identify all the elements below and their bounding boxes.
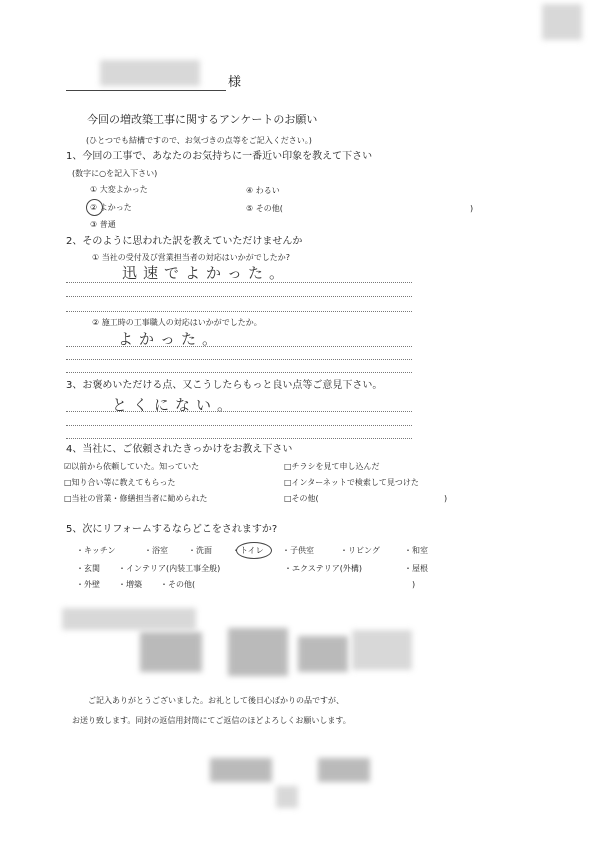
closing-line-2: お送り致します。同封の返信用封筒にてご返信のほどよろしくお願いします。 [72, 716, 351, 725]
q2-line [66, 372, 412, 373]
q1-option-2-circle [86, 199, 103, 216]
redacted-name [100, 60, 200, 86]
redacted-footer [210, 758, 272, 782]
q1-option-5-close: ) [470, 204, 474, 213]
q2-sub2: ② 施工時の工事職人の対応はいかがでしたか。 [92, 318, 262, 327]
q1-note: (数字に○を記入下さい) [72, 169, 158, 178]
q5-option: ・洗面 [188, 546, 212, 555]
q1-option-3: ③ 普通 [90, 220, 116, 229]
q3-line [66, 425, 412, 426]
redacted-top-right [542, 4, 582, 40]
q2-line [66, 311, 412, 312]
survey-title: 今回の増改築工事に関するアンケートのお願い [87, 113, 318, 126]
q4-option: □当社の営業・修繕担当者に勧められた [64, 494, 208, 503]
q2-line [66, 346, 412, 347]
q5-option: ・玄関 [76, 564, 100, 573]
honorific: 様 [228, 75, 242, 90]
q1-option-5: ⑤ その他( [246, 204, 283, 213]
q1-question: 1、今回の工事で、あなたのお気持ちに一番近い印象を教えて下さい [66, 151, 373, 162]
q5-option: ・エクステリア(外構) [284, 564, 363, 573]
q2-line [66, 282, 412, 283]
redacted-footer [276, 786, 298, 808]
q5-option: ・子供室 [282, 546, 314, 555]
q4-option: ☑以前から依頼していた。知っていた [64, 462, 200, 471]
q5-option: ・外壁 [76, 580, 100, 589]
q2-line [66, 296, 412, 297]
q4-option: □インターネットで検索して見つけた [284, 478, 419, 487]
q5-option: ・屋根 [404, 564, 428, 573]
q5-option: ・トイレ [232, 546, 264, 555]
name-line [66, 90, 226, 91]
closing-line-1: ご記入ありがとうございました。お礼として後日心ばかりの品ですが、 [88, 696, 344, 705]
q5-option: ・和室 [404, 546, 428, 555]
redacted-block [140, 632, 202, 672]
q4-option-close: ) [444, 494, 448, 503]
q5-question: 5、次にリフォームするならどこをされますか? [66, 524, 278, 535]
q2-line [66, 359, 412, 360]
q1-option-4: ④ わるい [246, 186, 280, 195]
q2-sub1: ① 当社の受付及び営業担当者の対応はいかがでしたか? [92, 253, 290, 262]
redacted-footer [318, 758, 370, 782]
q2-question: 2、そのように思われた訳を教えていただけませんか [66, 236, 303, 247]
q4-option: □チラシを見て申し込んだ [284, 462, 380, 471]
q3-question: 3、お褒めいただける点、又こうしたらもっと良い点等ご意見下さい。 [66, 380, 383, 391]
q4-question: 4、当社に、ご依頼されたきっかけをお教え下さい [66, 444, 293, 455]
q5-toilet-circle [236, 542, 272, 559]
q3-line [66, 438, 412, 439]
q3-answer: とくにない。 [112, 396, 239, 414]
q4-option: □知り合い等に教えてもらった [64, 478, 176, 487]
redacted-block [62, 608, 196, 630]
q5-option: ・キッチン [76, 546, 116, 555]
redacted-block [228, 628, 288, 676]
q4-option: □その他( [284, 494, 319, 503]
q2-answer2: よかった。 [118, 330, 224, 348]
q3-line [66, 411, 412, 412]
q5-option: ・インテリア(内装工事全般) [118, 564, 221, 573]
q1-option-2: ② よかった [90, 203, 132, 212]
q1-option-1: ① 大変よかった [90, 185, 148, 194]
q2-answer1: 迅速でよかった。 [122, 264, 291, 282]
q5-option: ・リビング [340, 546, 380, 555]
survey-intro: (ひとつでも結構ですので、お気づきの点等をご記入ください。) [86, 136, 312, 145]
q5-option: ・その他( [160, 580, 196, 589]
q5-option-close: ) [412, 580, 416, 589]
redacted-block [352, 630, 412, 670]
redacted-block [298, 636, 348, 672]
q5-option: ・増築 [118, 580, 142, 589]
q5-option: ・浴室 [144, 546, 168, 555]
